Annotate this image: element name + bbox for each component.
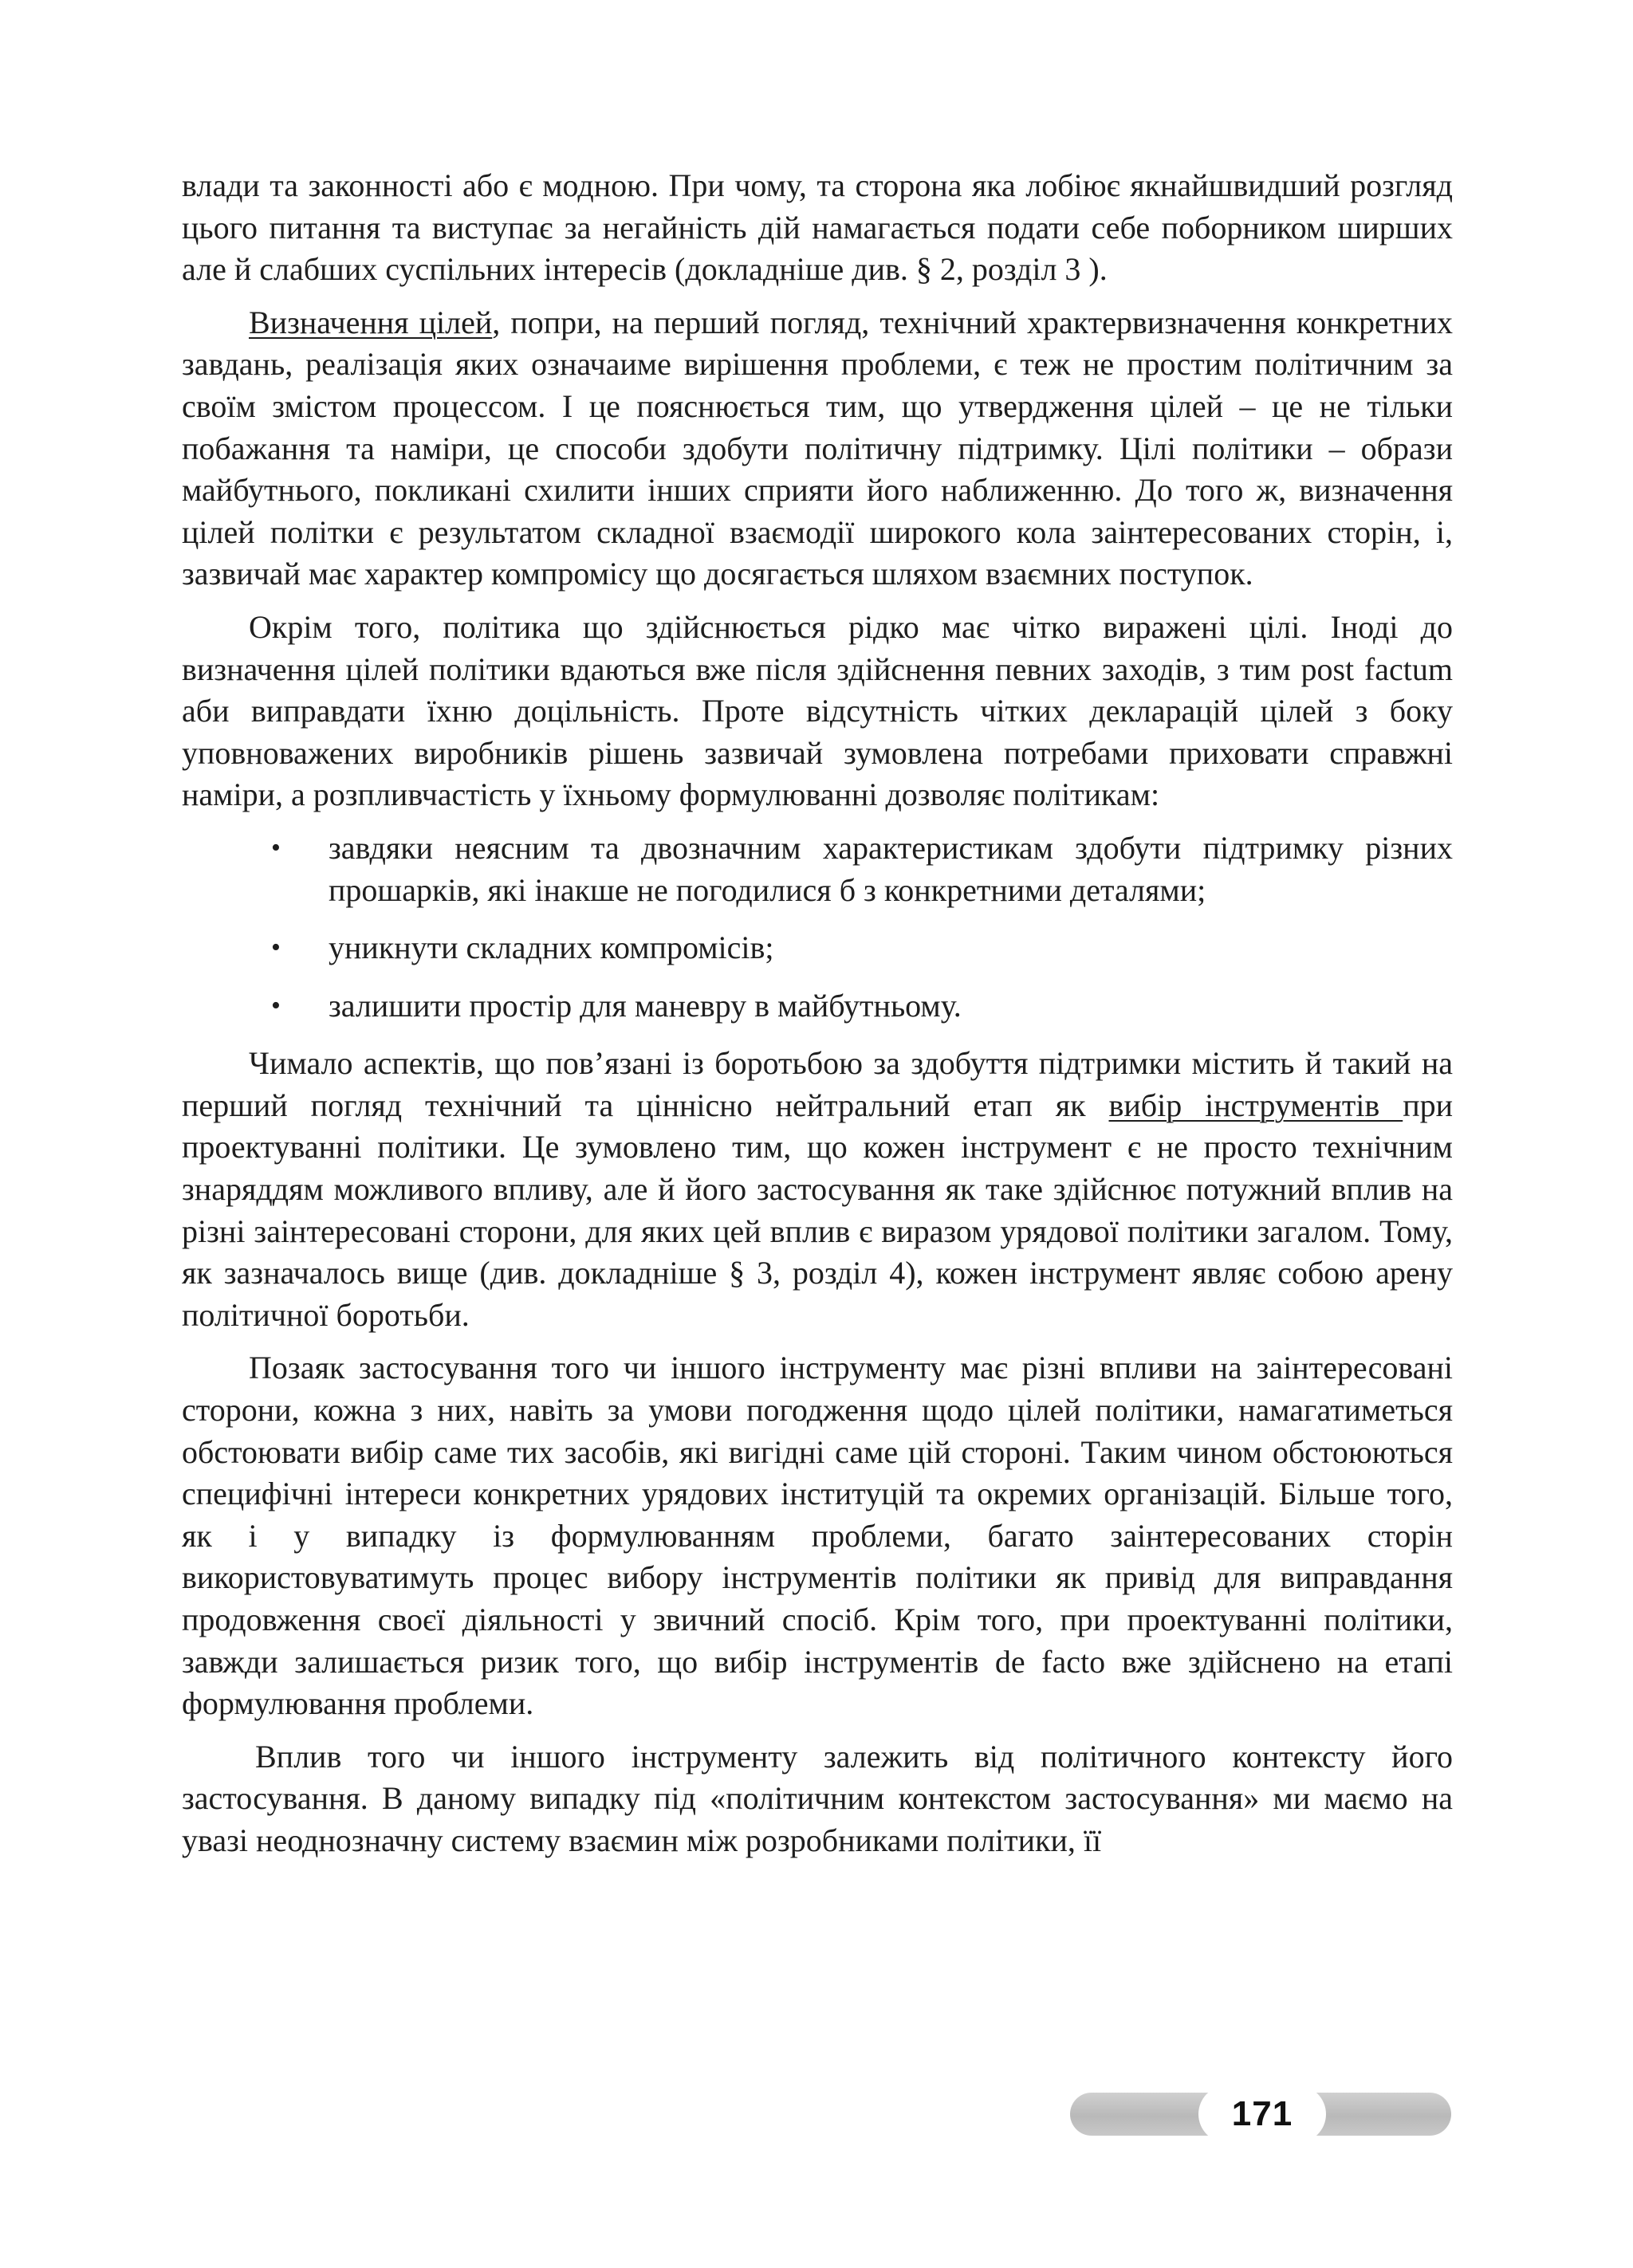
page-number: 171	[1198, 2085, 1326, 2143]
bullet-icon: •	[271, 990, 281, 1020]
bullet-icon: •	[271, 933, 281, 963]
paragraph-4-text-start: Чимало аспектів, що пов’язані із боротьбою за здобуття підтримки містить й такий на перший погляд технічний та ціннісно нейтральний етап як	[182, 1045, 1453, 1123]
bullet-icon: •	[271, 832, 281, 863]
paragraph-1: влади та законності або є модною. При чому, та сторона яка лобіює якнайшвидший розгляд цього питання та виступає за негайність дій намагається подати себе поборником ширших але й слабших суспільних інтересів (докладніше див. § 2, розділ 3 ).	[182, 167, 1453, 288]
list-item	[182, 985, 1453, 1028]
term-goal-definition: Визначення цілей	[249, 304, 493, 340]
list-item-text: уникнути складних компромісів;	[329, 930, 774, 966]
paragraph-2	[182, 302, 1453, 595]
list-item-text: залишити простір для маневру в майбутньому.	[329, 987, 962, 1024]
list-item	[182, 827, 1453, 911]
paragraph-6: Вплив того чи іншого інструменту залежить від політичного контексту його застосування. В даному випадку під «політичним контекстом застосування» ми маємо на увазі неоднозначну систему взаємин між розробниками політики, її	[182, 1738, 1453, 1858]
paragraph-3: Окрім того, політика що здійснюється рідко має чітко виражені цілі. Іноді до визначення цілей політики вдаються вже після здійснення певних заходів, з тим post factum аби виправдати їхню доцільність. Проте відсутність чітких декларацій цілей з боку уповноважених виробників рішень зазвичай зумовлена потребами приховати справжні наміри, а розпливчастість у їхньому формулюванні дозволяє політикам:	[182, 608, 1453, 813]
page-body	[182, 165, 1453, 1873]
paragraph-4	[182, 1043, 1453, 1336]
list-item	[182, 927, 1453, 969]
paragraph-4-text-end: при проектуванні політики. Це зумовлено тим, що кожен інструмент є не просто технічним знаряддям можливого впливу, але й його застосування як таке здійснює потужний вплив на різні заінтересовані сторони, для яких цей вплив є виразом урядової політики загалом. Тому, як зазначалось вище (див. докладніше § 3, розділ 4), кожен інструмент являє собою арену політичної боротьби.	[182, 1087, 1454, 1333]
list-item-text: завдяки неясним та двозначним характеристикам здобути підтримку різних прошарків, які інакше не погодилися б з конкретними деталями;	[329, 829, 1453, 908]
paragraph-2-text: , попри, на перший погляд, технічний храктервизначення конкретних завдань, реалізація яких означаиме вирішення проблеми, є теж не простим політичним за своїм змістом процессом. І це пояснюється тим, що утвердження цілей – це не тільки побажання та наміри, це способи здобути політичну підтримку. Цілі політики – образи майбутнього, покликані схилити інших сприяти його наближенню. До того ж, визначення цілей політки є результатом складної взаємодії широкого кола заінтересованих сторін, і, зазвичай має характер компромісу що досягається шляхом взаємних поступок.	[182, 304, 1454, 592]
paragraph-5: Позаяк застосування того чи іншого інструменту має різні впливи на заінтересовані сторони, кожна з них, навіть за умови погодження щодо цілей політики, намагатиметься обстоювати вибір саме тих засобів, які вигідні саме цій стороні. Таким чином обстоюються специфічні інтереси конкретних урядових інституцій та окремих організацій. Більше того, як і у випадку із формулюванням проблеми, багато заінтересованих сторін використовуватимуть процес вибору інструментів політики як привід для виправдання продовження своєї діяльності у звичний спосіб. Крім того, при проектуванні політики, завжди залишається ризик того, що вибір інструментів de facto вже здійснено на етапі формулювання проблеми.	[182, 1350, 1453, 1722]
bullet-list	[182, 827, 1453, 1027]
term-instrument-choice: вибір інструментів	[1108, 1087, 1403, 1123]
